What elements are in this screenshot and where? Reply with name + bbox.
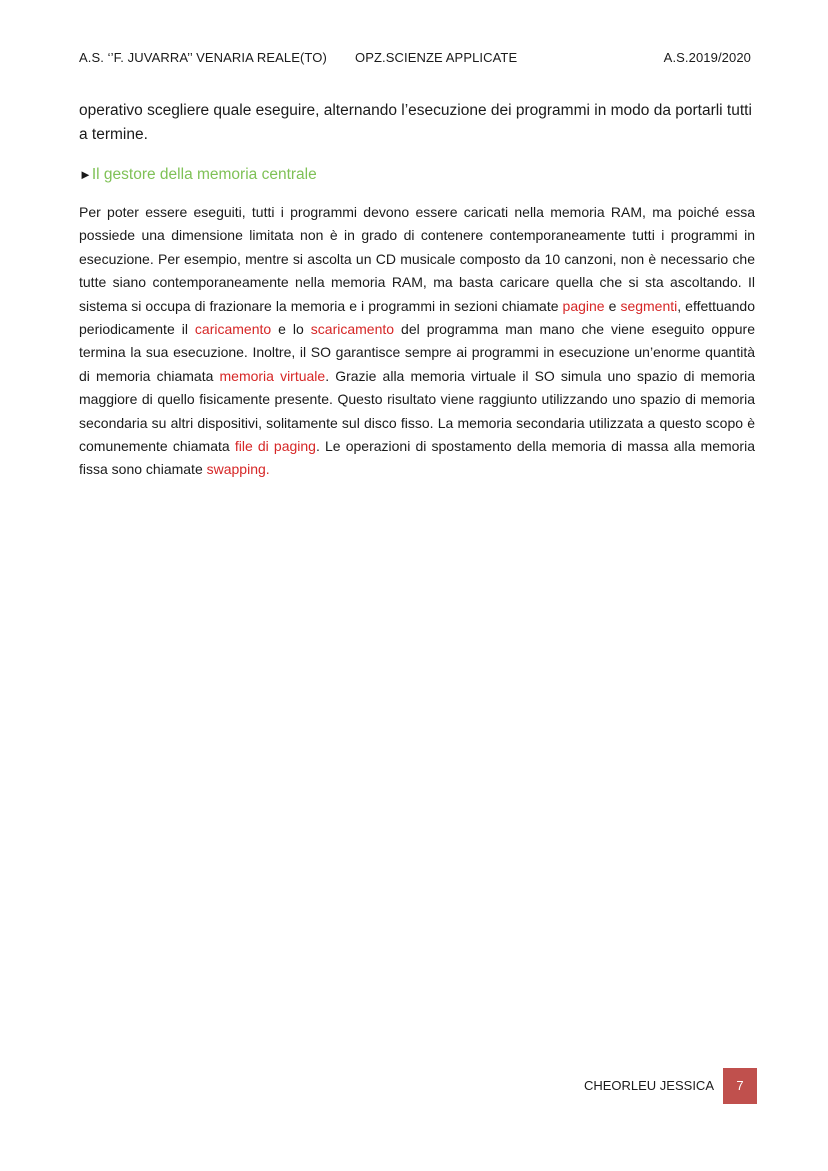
intro-paragraph: operativo scegliere quale eseguire, alternando l’esecuzione dei programmi in modo da portarli tutti a termine.	[79, 102, 752, 143]
text-run: . Le operazioni di spostamento della memoria di massa alla memoria fissa sono chiamate	[79, 438, 755, 478]
term-scaricamento: scaricamento	[310, 321, 395, 338]
term-pagine: pagine	[562, 297, 605, 314]
footer-author: CHEORLEU JESSICA	[583, 1078, 714, 1093]
term-file-di-paging: file di paging	[234, 438, 316, 455]
text-run: del programma man mano che viene eseguito oppure termina la sua esecuzione. Inoltre, il SO garantisce sempre ai programmi in esecuzione un’enorme quantità di memoria chiamata	[79, 321, 755, 384]
page-number-badge: 7	[723, 1068, 757, 1104]
header-course: OPZ.SCIENZE APPLICATE	[355, 50, 518, 65]
header-school-year: A.S.2019/2020	[663, 50, 751, 65]
text-run: . Grazie alla memoria virtuale il SO simula uno spazio di memoria maggiore di quello fisicamente presente. Questo risultato viene raggiunto utilizzando uno spazio di memoria secondaria su altri dispositivi, solitamente sul disco fisso. La memoria secondaria utilizzata a questo scopo è comunemente chiamata	[79, 367, 756, 455]
page-header	[79, 50, 751, 70]
section-paragraph	[79, 201, 755, 482]
text-run: e	[604, 297, 621, 314]
triangle-bullet-icon: ►	[79, 167, 92, 182]
header-school: A.S. ‘’F. JUVARRA’’ VENARIA REALE(TO)	[79, 50, 327, 65]
text-run: Per poter essere eseguiti, tutti i programmi devono essere caricati nella memoria RAM, ma poiché essa possiede una dimensione limitata non è in grado di contenere contemporaneamente tutti i programmi in esecuzione. Per esempio, mentre si ascolta un CD musicale composto da 10 canzoni, non è necessario che tutte siano contemporaneamente nella memoria RAM, ma basta caricare quella che si sta ascoltando. Il sistema si occupa di frazionare la memoria e i programmi in sezioni chiamate	[79, 204, 755, 314]
page-footer	[560, 1068, 757, 1104]
section-heading-text: Il gestore della memoria centrale	[91, 166, 317, 183]
term-segmenti: segmenti	[620, 297, 678, 314]
term-swapping: swapping.	[206, 461, 270, 478]
text-run: e lo	[271, 321, 311, 338]
text-run: , effettuando periodicamente il	[79, 297, 755, 338]
section-heading	[79, 163, 755, 187]
term-caricamento: caricamento	[194, 321, 272, 338]
term-memoria-virtuale: memoria virtuale	[219, 367, 326, 384]
page-content	[79, 99, 755, 482]
